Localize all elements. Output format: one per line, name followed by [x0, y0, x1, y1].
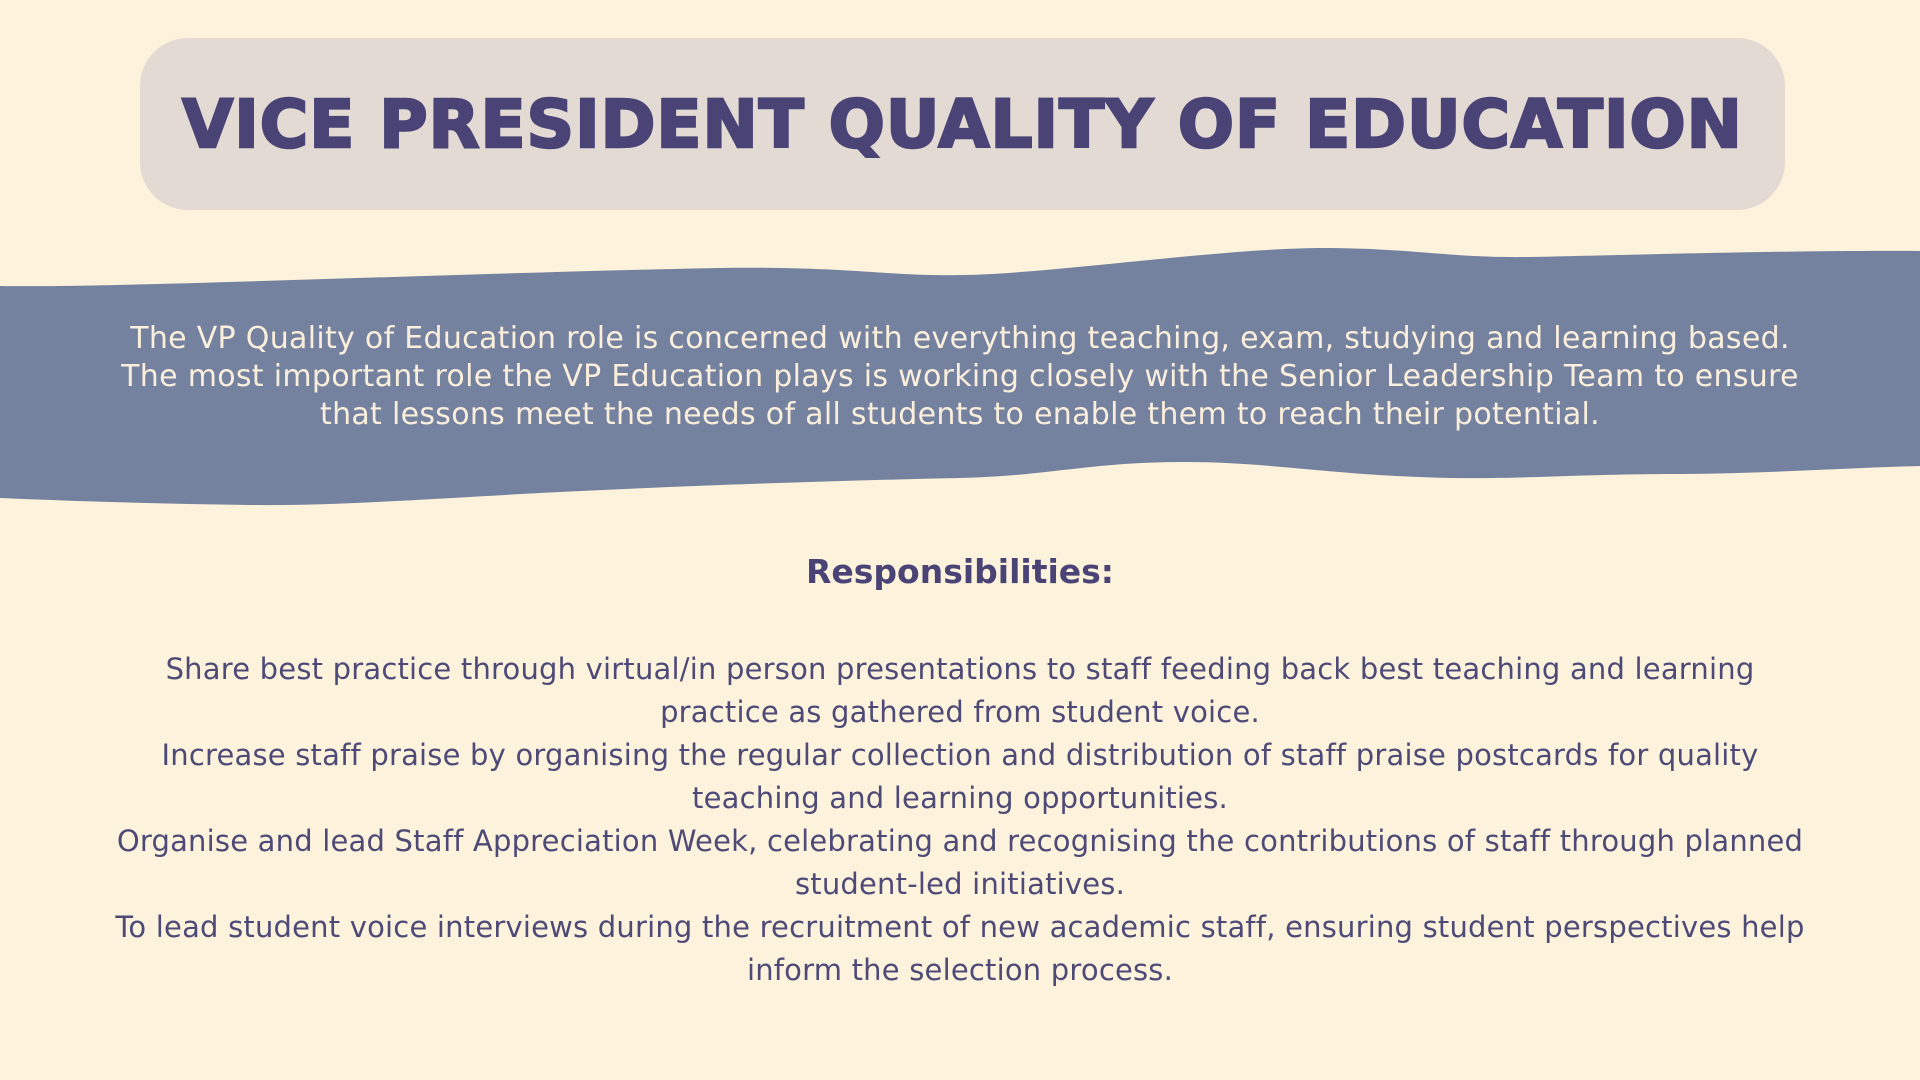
responsibility-line: Increase staff praise by organising the regular collection and distribution of staff praise postcards for quality	[161, 738, 1759, 772]
responsibility-line: inform the selection process.	[746, 953, 1174, 987]
responsibility-line: Organise and lead Staff Appreciation Week, celebrating and recognising the contributions of staff through planned	[116, 824, 1804, 858]
list-item	[0, 906, 1920, 992]
list-item	[0, 734, 1920, 820]
responsibility-line: student-led initiatives.	[794, 867, 1126, 901]
page-title: VICE PRESIDENT QUALITY OF EDUCATION	[182, 85, 1743, 163]
intro-line: The VP Quality of Education role is concerned with everything teaching, exam, studying and learning based.	[130, 321, 1790, 356]
intro-line: that lessons meet the needs of all students to enable them to reach their potential.	[320, 397, 1600, 432]
responsibilities-heading: Responsibilities:	[805, 552, 1115, 591]
responsibility-line: teaching and learning opportunities.	[692, 781, 1228, 815]
responsibility-line: practice as gathered from student voice.	[660, 695, 1260, 729]
responsibility-line: Share best practice through virtual/in person presentations to staff feeding back best teaching and learning	[165, 652, 1755, 686]
intro-line: The most important role the VP Education plays is working closely with the Senior Leadership Team to ensure	[121, 359, 1799, 394]
list-item	[0, 648, 1920, 734]
responsibility-line: To lead student voice interviews during the recruitment of new academic staff, ensuring student perspectives help	[115, 910, 1805, 944]
list-item	[0, 820, 1920, 906]
intro-text	[0, 320, 1920, 434]
responsibilities-list	[0, 648, 1920, 992]
